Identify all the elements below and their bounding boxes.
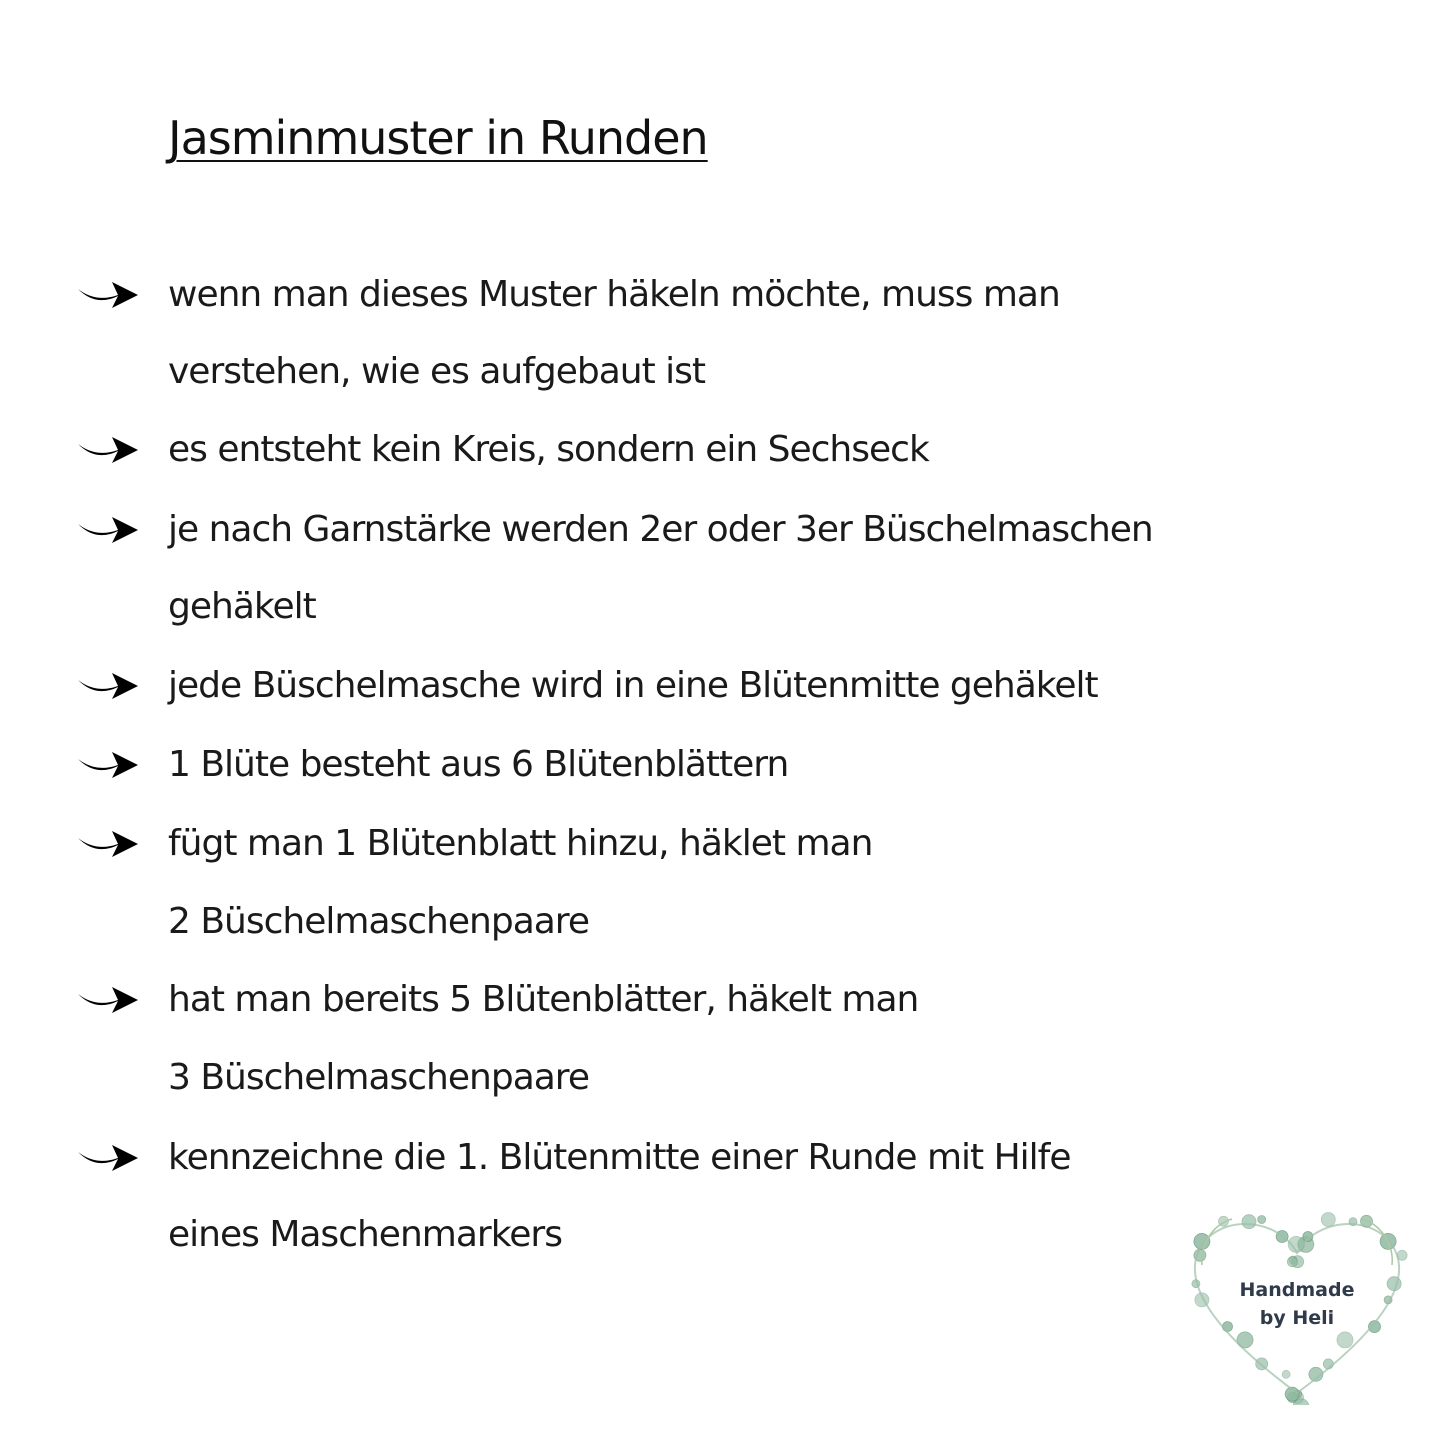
page-title: Jasminmuster in Runden xyxy=(168,111,708,165)
bullet-text-continued: gehäkelt xyxy=(168,586,316,627)
handmade-by-heli-logo xyxy=(1172,1195,1422,1405)
logo-text-line2: by Heli xyxy=(1259,1307,1335,1329)
bullet-text: 1 Blüte besteht aus 6 Blütenblättern xyxy=(168,744,789,785)
list-item xyxy=(0,665,1440,706)
list-item xyxy=(0,823,1440,942)
logo-text-line1: Handmade xyxy=(1239,1279,1355,1301)
right-arrow-icon xyxy=(74,430,142,470)
bullet-text: es entsteht kein Kreis, sondern ein Sechseck xyxy=(168,429,929,470)
bullet-text: jede Büschelmasche wird in eine Blütenmitte gehäkelt xyxy=(168,665,1098,706)
right-arrow-icon xyxy=(74,980,142,1020)
right-arrow-icon xyxy=(74,666,142,706)
bullet-text-continued: verstehen, wie es aufgebaut ist xyxy=(168,351,706,392)
bullet-text: wenn man dieses Muster häkeln möchte, muss man xyxy=(168,274,1060,315)
right-arrow-icon xyxy=(74,824,142,864)
list-item xyxy=(0,509,1440,627)
right-arrow-icon xyxy=(74,745,142,785)
bullet-text: hat man bereits 5 Blütenblätter, häkelt man xyxy=(168,979,919,1020)
bullet-text: fügt man 1 Blütenblatt hinzu, häklet man xyxy=(168,823,873,864)
right-arrow-icon xyxy=(74,510,142,550)
list-item xyxy=(0,979,1440,1098)
list-item xyxy=(0,1137,1440,1255)
right-arrow-icon xyxy=(74,1138,142,1178)
right-arrow-icon xyxy=(74,275,142,315)
bullet-text-continued: 3 Büschelmaschenpaare xyxy=(168,1057,589,1098)
bullet-text-continued: eines Maschenmarkers xyxy=(168,1214,562,1255)
bullet-text-continued: 2 Büschelmaschenpaare xyxy=(168,901,589,942)
bullet-text: kennzeichne die 1. Blütenmitte einer Runde mit Hilfe xyxy=(168,1137,1071,1178)
list-item xyxy=(0,744,1440,785)
list-item xyxy=(0,274,1440,392)
bullet-text: je nach Garnstärke werden 2er oder 3er Büschelmaschen xyxy=(168,509,1153,550)
list-item xyxy=(0,429,1440,470)
